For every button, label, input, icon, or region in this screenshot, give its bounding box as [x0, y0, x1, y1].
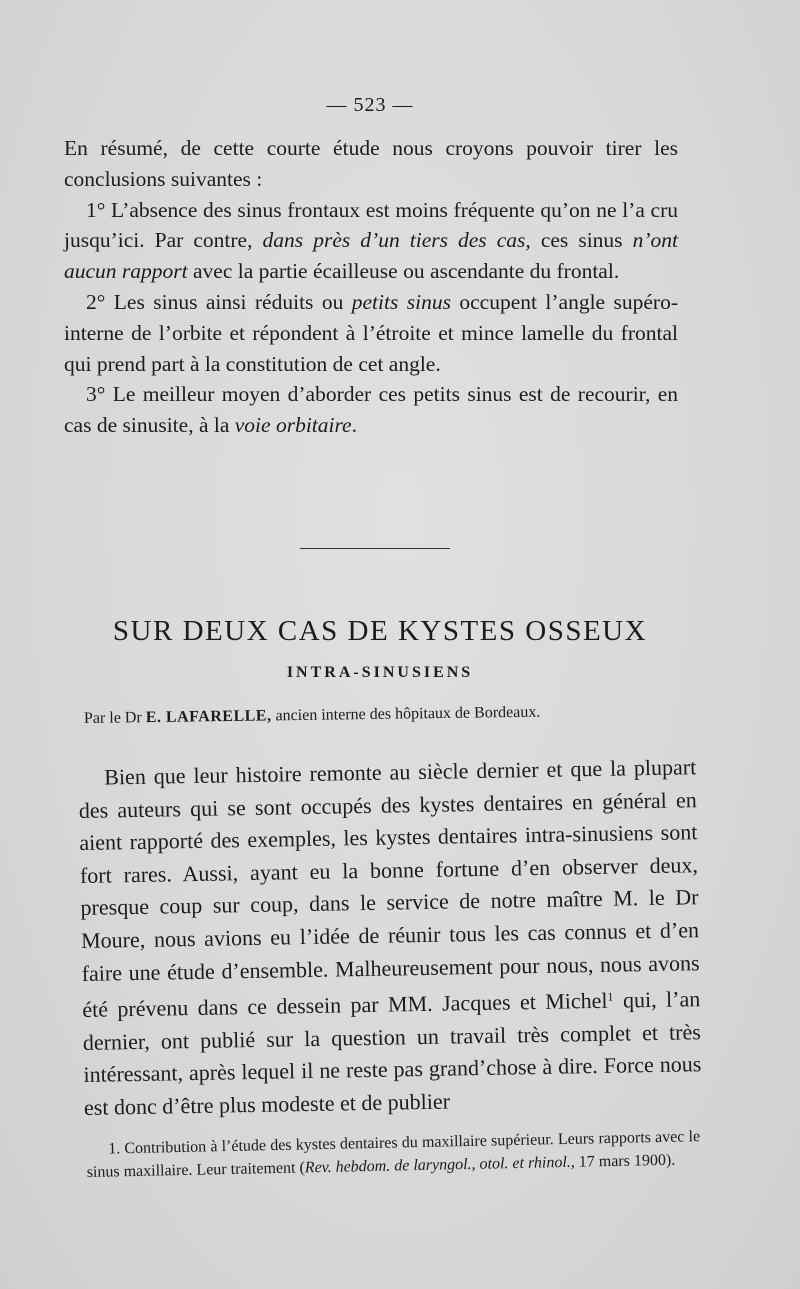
conclusion-2	[64, 287, 678, 379]
conclusion-1-emphasis-a: dans près d’un tiers des cas,	[262, 228, 531, 253]
footnote-text-b: 17 mars 1900).	[574, 1151, 676, 1171]
conclusion-3-emphasis: voie orbitaire	[234, 413, 352, 438]
conclusion-1-emphasis-b: n’ont aucun rapport	[64, 228, 678, 284]
conclusion-2-text-a: Les sinus ainsi réduits ou	[105, 289, 352, 314]
page-number: — 523 —	[326, 94, 414, 116]
conclusions-intro: En résumé, de cette courte étude nous croyons pouvoir tirer les conclusions suivantes :	[64, 136, 678, 191]
byline-affiliation: ancien interne des hôpitaux de Bordeaux.	[271, 703, 541, 725]
author-name: E. LAFARELLE,	[145, 707, 272, 727]
byline-prefix: Par le Dr	[83, 709, 146, 727]
article-subtitle: INTRA-SINUSIENS	[286, 664, 474, 681]
article-byline	[84, 702, 684, 728]
conclusion-1-text-b: ces sinus	[530, 228, 633, 253]
footnote-number: 1.	[108, 1140, 121, 1158]
conclusion-1-text-c: avec la partie écailleuse ou ascendante du frontal.	[187, 259, 620, 284]
conclusion-2-number: 2°	[86, 289, 106, 314]
conclusion-1-number: 1°	[86, 197, 106, 222]
footnote-text-a: Contribution à l’étude des kystes dentaires du maxillaire supérieur. Leurs rapports avec le sinus maxillaire. Leur traitement (	[86, 1128, 701, 1181]
conclusion-1-text-a: L’absence des sinus frontaux est moins fréquente qu’on ne l’a cru jusqu’ici. Par contre,	[64, 197, 678, 253]
conclusion-2-text-b: occupent l’angle supéro-interne de l’orbite et répondent à l’étroite et mince lamelle du frontal qui prend part à la constitution de cet angle.	[64, 289, 678, 376]
body-text-a: Bien que leur histoire remonte au siècle dernier et que la plupart des auteurs qui se sont occupés des kystes dentaires en général en aient rapporté des exemples, les kystes dentaires intra-sinusiens sont fort rares. Aussi, ayant eu la bonne fortune d’en observer deux, presque coup sur coup, dans le service de notre maître M. le Dr Moure, nous avions eu l’idée de réunir tous les cas connus et d’en faire une étude d’ensemble. Malheureusement pour nous, nous avons été prévenu dans ce dessein par MM. Jacques et Michel	[78, 754, 700, 1023]
conclusion-3-text-a: Le meilleur moyen d’aborder ces petits sinus est de recourir, en cas de sinusite, à la	[64, 382, 678, 438]
section-divider	[300, 548, 450, 549]
footnote-reference: 1	[607, 989, 614, 1004]
conclusion-1	[64, 195, 678, 287]
conclusion-3-text-b: .	[351, 413, 357, 438]
footnote-journal: Rev. hebdom. de laryngol., otol. et rhinol.,	[304, 1153, 575, 1177]
conclusion-3	[64, 379, 678, 441]
conclusion-2-emphasis: petits sinus	[351, 289, 451, 314]
footnote	[86, 1125, 701, 1184]
article-body	[78, 751, 702, 1124]
conclusions-section	[64, 133, 678, 441]
article-title: SUR DEUX CAS DE KYSTES OSSEUX	[112, 615, 648, 647]
body-paragraph	[78, 751, 702, 1124]
body-text-b: qui, l’an dernier, ont publié sur la question un travail très complet et très intéressant, après lequel il ne reste pas grand’chose à dire. Force nous est donc d’être plus modeste et de publier	[82, 986, 702, 1120]
footnote-text	[86, 1125, 701, 1184]
conclusion-3-number: 3°	[86, 382, 106, 407]
